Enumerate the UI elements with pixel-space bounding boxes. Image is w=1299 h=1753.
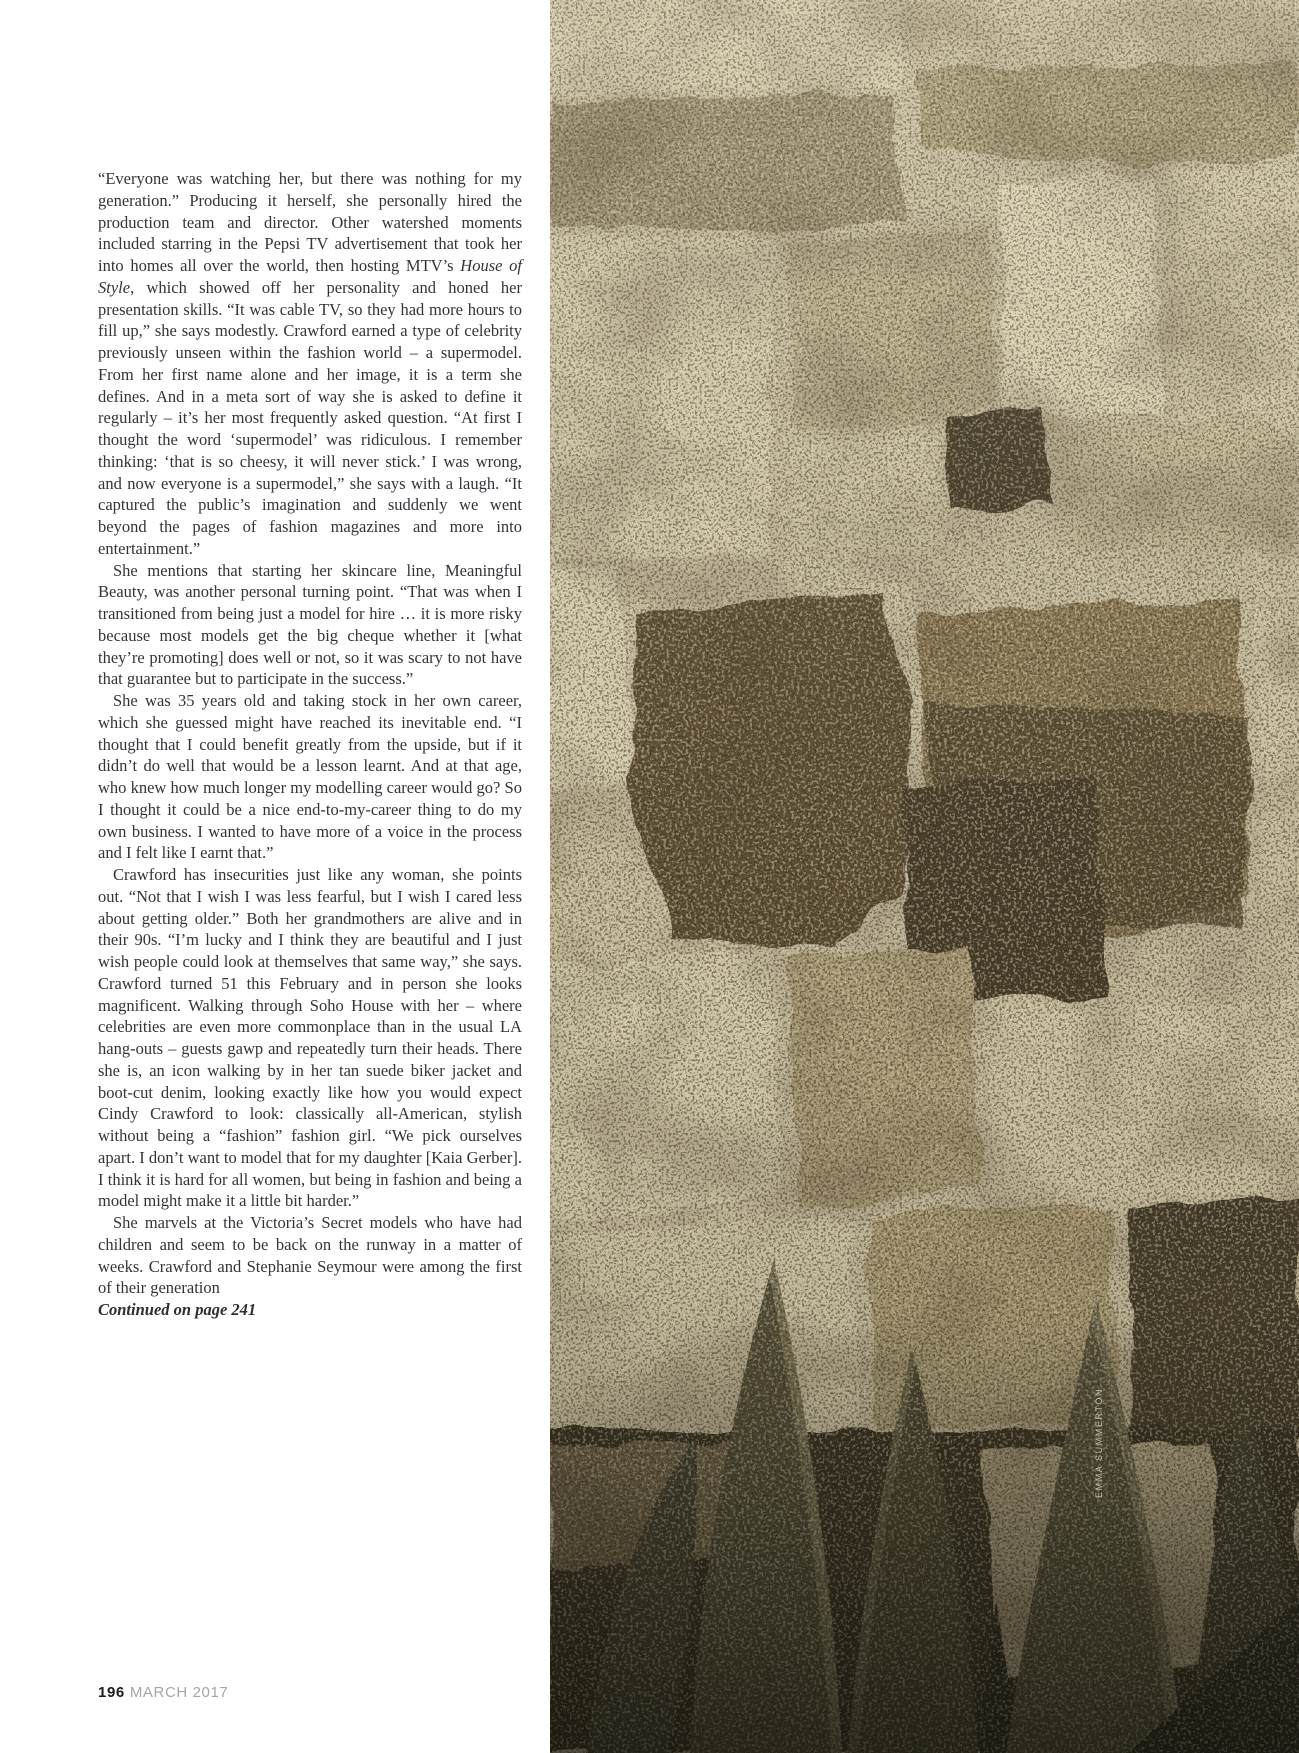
page-footer: [98, 1684, 228, 1701]
italic-show-title: House of Style: [98, 256, 522, 297]
paragraph: She mentions that starting her skincare line, Meaningful Beauty, was another personal turning point. “That was when I transitioned from being just a model for hire … it is more risky because most models get the big cheque whether it [what they’re promoting] does well or not, so it was scary to not have that guarantee but to participate in the success.”: [98, 560, 522, 689]
texture-overlays: [550, 0, 1299, 1753]
paragraph: She was 35 years old and taking stock in her own career, which she guessed might have reached its inevitable end. “I thought that I could benefit greatly from the upside, but if it didn’t do well that would be a lesson learnt. And at that age, who knew how much longer my modelling career would go? So I thought it could be a nice end-to-my-career thing to do my own business. I wanted to have more of a voice in the process and I felt like I earnt that.”: [98, 691, 522, 863]
paragraph: Crawford has insecurities just like any woman, she points out. “Not that I wish I was less fearful, but I wish I cared less about getting older.” Both her grandmothers are alive and in their 90s. “I’m lucky and I think they are beautiful and I just wish people could look at themselves that same way,” she says. Crawford turned 51 this February and in person she looks magnificent. Walking through Soho House with her – where celebrities are even more commonplace than in the usual LA hang-outs – guests gawp and repeatedly turn their heads. There she is, an icon walking by in her tan suede biker jacket and boot-cut denim, looking exactly like how you would expect Cindy Crawford to look: classically all-American, stylish without being a “fashion” fashion girl. “We pick ourselves apart. I don’t want to model that for my daughter [Kaia Gerber]. I think it is hard for all women, but being in fashion and being a model might make it a little bit harder.”: [98, 865, 522, 1211]
paragraph-text: “Everyone was watching her, but there was nothing for my generation.” Producing it herself, she personally hired the production team and director. Other watershed moments included starring in the Pepsi TV advertisement that took her into homes all over the world, then hosting MTV’s: [98, 169, 522, 275]
paragraph-text: , which showed off her personality and honed her presentation skills. “It was cable TV, so they had more hours to fill up,” she says modestly. Crawford earned a type of celebrity previously unseen within the fashion world – a supermodel. From her first name alone and her image, it is a term she defines. And in a meta sort of way she is asked to define it regularly – it’s her most frequently asked question. “At first I thought the word ‘supermodel’ was ridiculous. I remember thinking: ‘that is so cheesy, it will never stick.’ I was wrong, and now everyone is a supermodel,” she says with a laugh. “It captured the public’s imagination and suddenly we went beyond the pages of fashion magazines and more into entertainment.”: [98, 277, 522, 558]
paragraph: [98, 168, 522, 560]
stone-wall-photo: [550, 0, 1299, 1753]
continued-on-page-note: Continued on page 241: [98, 1300, 257, 1319]
article-text-column: [98, 168, 522, 1321]
stone-wall-illustration: [550, 0, 1299, 1753]
paragraph: She marvels at the Victoria’s Secret models who have had children and seem to be back on the runway in a matter of weeks. Crawford and Stephanie Seymour were among the first of their generation: [98, 1213, 522, 1298]
page-number: 196: [98, 1684, 125, 1701]
photo-credit: EMMA SUMMERTON: [1094, 1387, 1104, 1498]
issue-date: MARCH 2017: [129, 1684, 229, 1701]
